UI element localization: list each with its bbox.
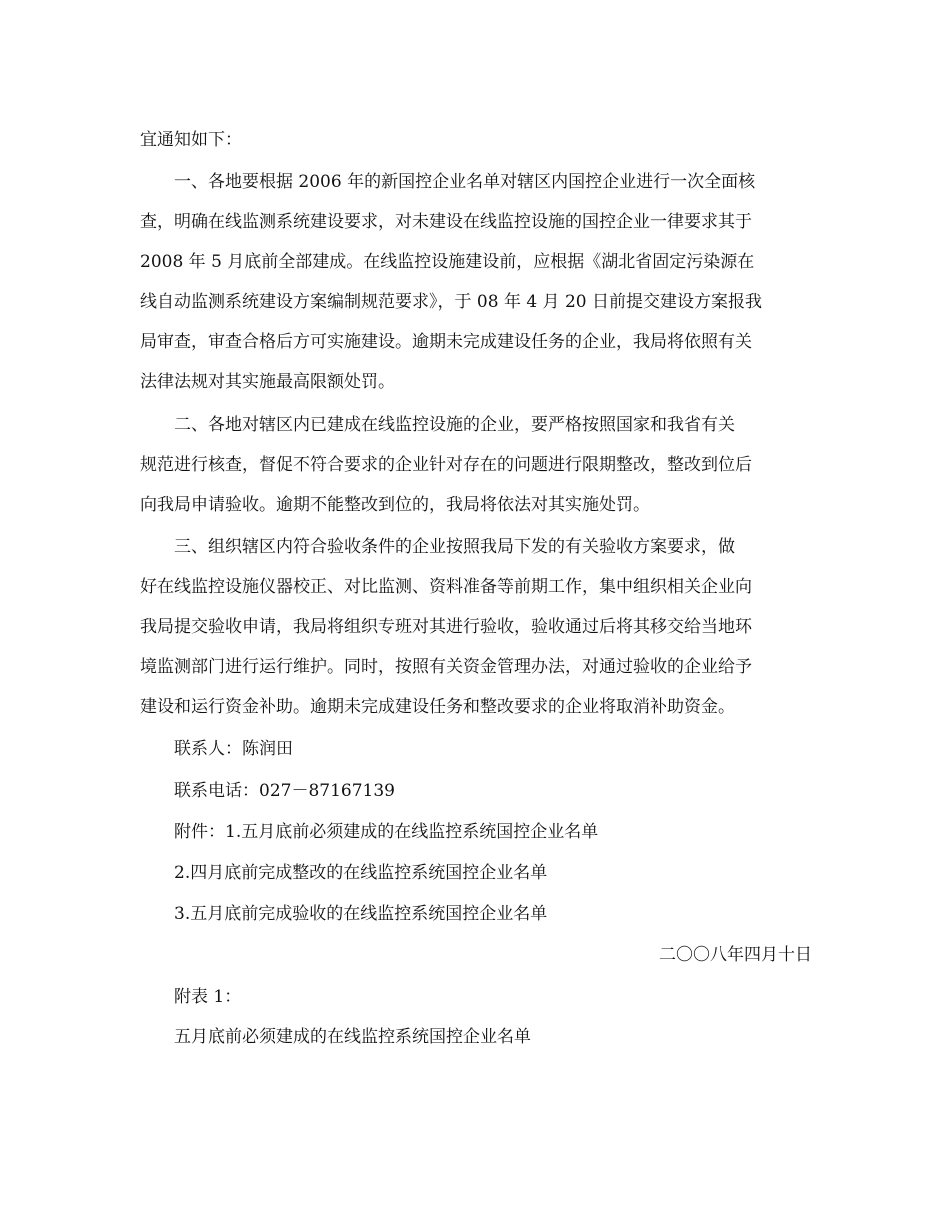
attachment-1: 附件：1.五月底前必须建成的在线监控系统国控企业名单 <box>174 822 599 842</box>
paragraph-intro: 宜通知如下： <box>140 130 242 150</box>
contact-person: 联系人：陈润田 <box>174 739 293 759</box>
document-date: 二〇〇八年四月十日 <box>659 945 812 965</box>
appendix-label: 附表 1： <box>174 987 242 1007</box>
paragraph-one-line-3: 2008 年 5 月底前全部建成。在线监控设施建设前，应根据《湖北省固定污染源在 <box>140 252 755 272</box>
contact-phone: 联系电话：027－87167139 <box>174 781 395 801</box>
paragraph-three-line-4: 境监测部门进行运行维护。同时，按照有关资金管理办法，对通过验收的企业给予 <box>140 657 752 677</box>
appendix-title: 五月底前必须建成的在线监控系统国控企业名单 <box>174 1027 531 1047</box>
paragraph-one-line-4: 线自动监测系统建设方案编制规范要求》，于 08 年 4 月 20 日前提交建设方案报我 <box>140 292 763 312</box>
attachment-3: 3.五月底前完成验收的在线监控系统国控企业名单 <box>174 904 548 924</box>
paragraph-two-line-3: 向我局申请验收。逾期不能整改到位的，我局将依法对其实施处罚。 <box>140 495 650 515</box>
attachment-2: 2.四月底前完成整改的在线监控系统国控企业名单 <box>174 863 548 883</box>
paragraph-three-line-5: 建设和运行资金补助。逾期未完成建设任务和整改要求的企业将取消补助资金。 <box>140 697 735 717</box>
paragraph-one-line-2: 查，明确在线监测系统建设要求，对未建设在线监控设施的国控企业一律要求其于 <box>140 212 752 232</box>
paragraph-one-line-5: 局审查，审查合格后方可实施建设。逾期未完成建设任务的企业，我局将依照有关 <box>140 332 752 352</box>
paragraph-three-line-3: 我局提交验收申请，我局将组织专班对其进行验收，验收通过后将其移交给当地环 <box>140 617 752 637</box>
paragraph-three-line-1: 三、组织辖区内符合验收条件的企业按照我局下发的有关验收方案要求，做 <box>174 537 735 557</box>
paragraph-three-line-2: 好在线监控设施仪器校正、对比监测、资料准备等前期工作，集中组织相关企业向 <box>140 577 752 597</box>
paragraph-two-line-1: 二、各地对辖区内已建成在线监控设施的企业，要严格按照国家和我省有关 <box>174 415 735 435</box>
paragraph-two-line-2: 规范进行核查，督促不符合要求的企业针对存在的问题进行限期整改，整改到位后 <box>140 455 752 475</box>
paragraph-one-line-6: 法律法规对其实施最高限额处罚。 <box>140 372 395 392</box>
paragraph-one-line-1: 一、各地要根据 2006 年的新国控企业名单对辖区内国控企业进行一次全面核 <box>174 172 756 192</box>
